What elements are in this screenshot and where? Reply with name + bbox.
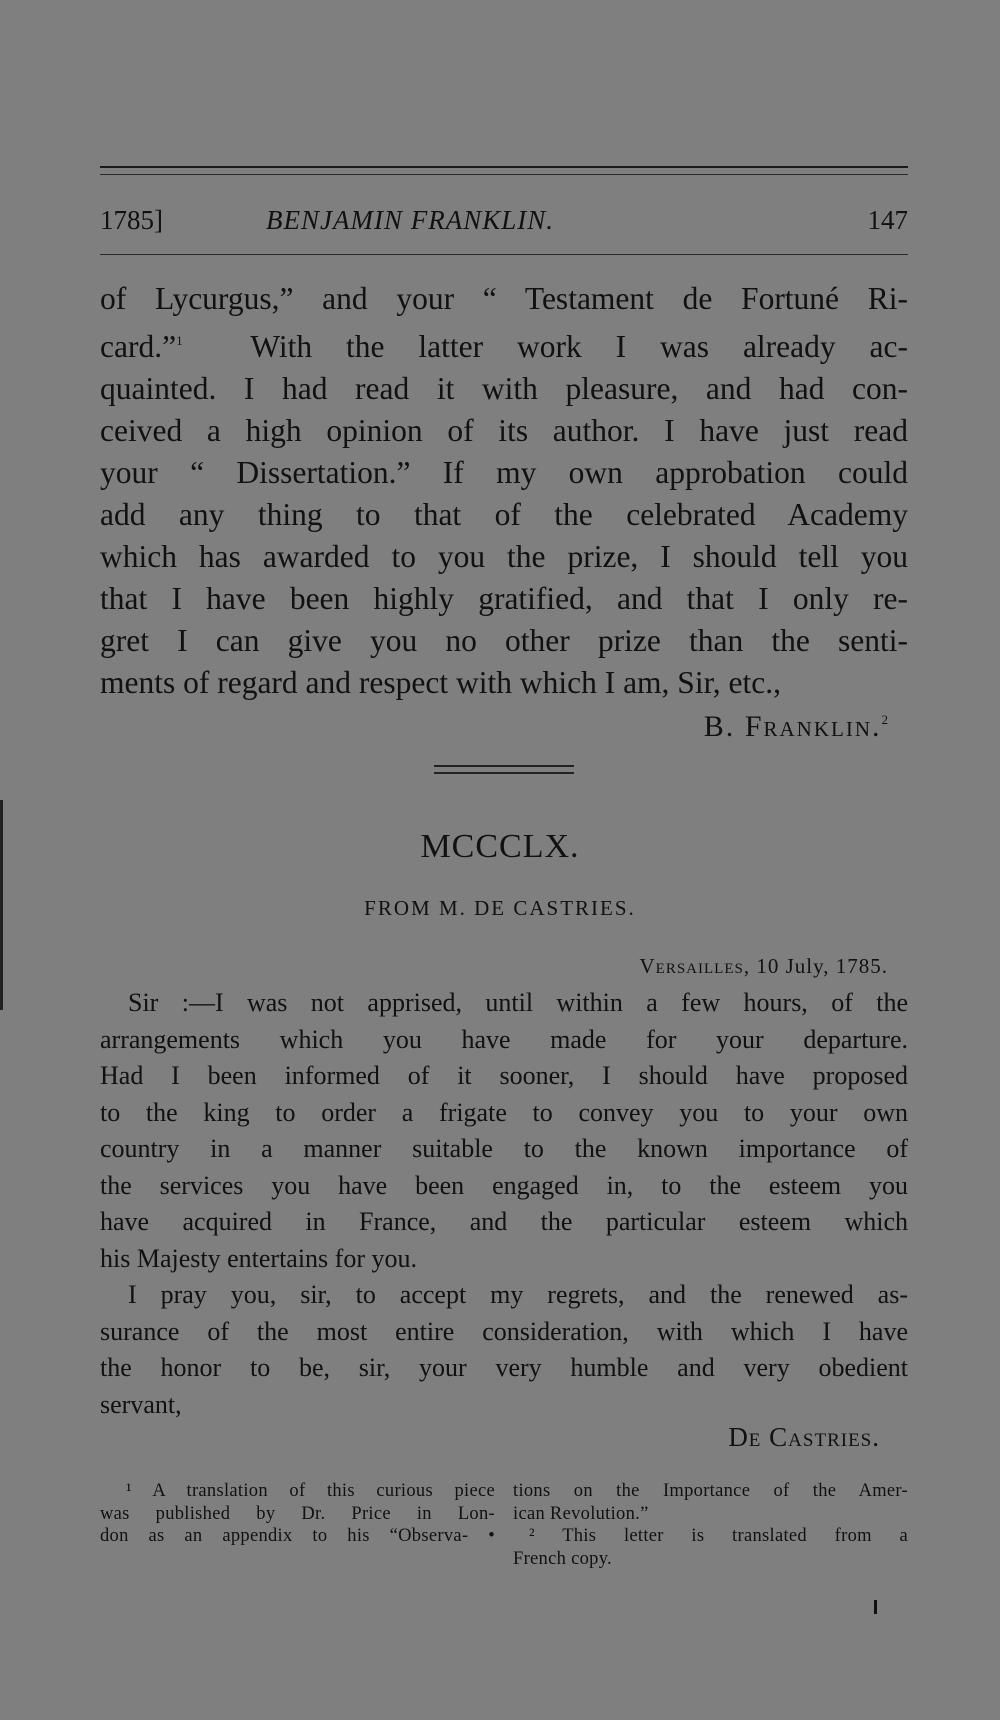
footnotes-left-column (100, 1480, 495, 1548)
text-line: that I have been highly gratified, and that I only re- (100, 581, 908, 616)
text-line: of Lycurgus,” and your “ Testament de Fortuné Ri- (100, 281, 908, 316)
letter-1-body (100, 278, 908, 704)
footnotes-right-column (513, 1480, 908, 1570)
text-line: ceived a high opinion of its author. I have just read (100, 413, 908, 448)
footnote-ref: 2 (881, 712, 890, 727)
footnote-line: don as an appendix to his “Observa- • (100, 1526, 495, 1546)
text-line: the services you have been engaged in, to the esteem you (100, 1170, 908, 1200)
text-line: card.”$^1$ With the latter work I was already ac- (100, 329, 908, 364)
running-header (100, 200, 908, 240)
de-castries-signature: De Castries. (728, 1422, 880, 1452)
text-line: ments of regard and respect with which I am, Sir, etc., (100, 665, 782, 700)
section-divider-top (434, 765, 574, 767)
text-line: to the king to order a frigate to convey you to your own (100, 1097, 908, 1127)
letter-2-body (100, 985, 908, 1423)
text-line: servant, (100, 1389, 182, 1419)
text-line: surance of the most entire consideration, with which I have (100, 1316, 908, 1346)
header-title: BENJAMIN FRANKLIN. (266, 205, 554, 235)
letter-number: MCCCLX. (420, 828, 580, 865)
text-line: your “ Dissertation.” If my own approbation could (100, 455, 908, 490)
print-mark (874, 1600, 877, 1614)
header-rule (100, 254, 908, 255)
text-line: which has awarded to you the prize, I should tell you (100, 539, 908, 574)
footnote-line: was published by Dr. Price in Lon- (100, 1503, 495, 1524)
section-divider-bottom (434, 772, 574, 774)
footnote-line: French copy. (513, 1548, 612, 1569)
text-line: Had I been informed of it sooner, I should have proposed (100, 1061, 908, 1090)
text-line: have acquired in France, and the particular esteem which (100, 1207, 908, 1236)
dateline: Versailles, 10 July, 1785. (639, 954, 888, 978)
page-number: 147 (867, 205, 908, 235)
text-line: arrangements which you have made for your departure. (100, 1024, 908, 1054)
text-line: I pray you, sir, to accept my regrets, and the renewed as- (128, 1280, 908, 1309)
letter-heading: FROM M. DE CASTRIES. (364, 896, 636, 920)
text-line: Sir :—I was not apprised, until within a few hours, of the (128, 988, 908, 1017)
top-rule (100, 166, 908, 168)
page-edge-line (0, 800, 3, 1010)
text-line: the honor to be, sir, your very humble and very obedient (100, 1353, 908, 1382)
text-line: add any thing to that of the celebrated Academy (100, 497, 908, 532)
top-rule-thin (100, 174, 908, 175)
footnote-line: tions on the Importance of the Amer- (513, 1481, 908, 1501)
text-line: quainted. I had read it with pleasure, and had con- (100, 371, 908, 406)
footnote-line: ¹ A translation of this curious piece (126, 1481, 495, 1501)
text-line: gret I can give you no other prize than the senti- (100, 623, 908, 658)
text-line: his Majesty entertains for you. (100, 1243, 417, 1273)
footnote-line: ican Revolution.” (513, 1503, 649, 1524)
franklin-signature: B. Franklin.$^2$ (703, 710, 890, 743)
footnote-ref: 1 (176, 333, 183, 348)
text-line: country in a manner suitable to the known importance of (100, 1134, 908, 1163)
header-year: 1785] (100, 205, 163, 235)
footnote-line: ² This letter is translated from a (529, 1526, 908, 1546)
